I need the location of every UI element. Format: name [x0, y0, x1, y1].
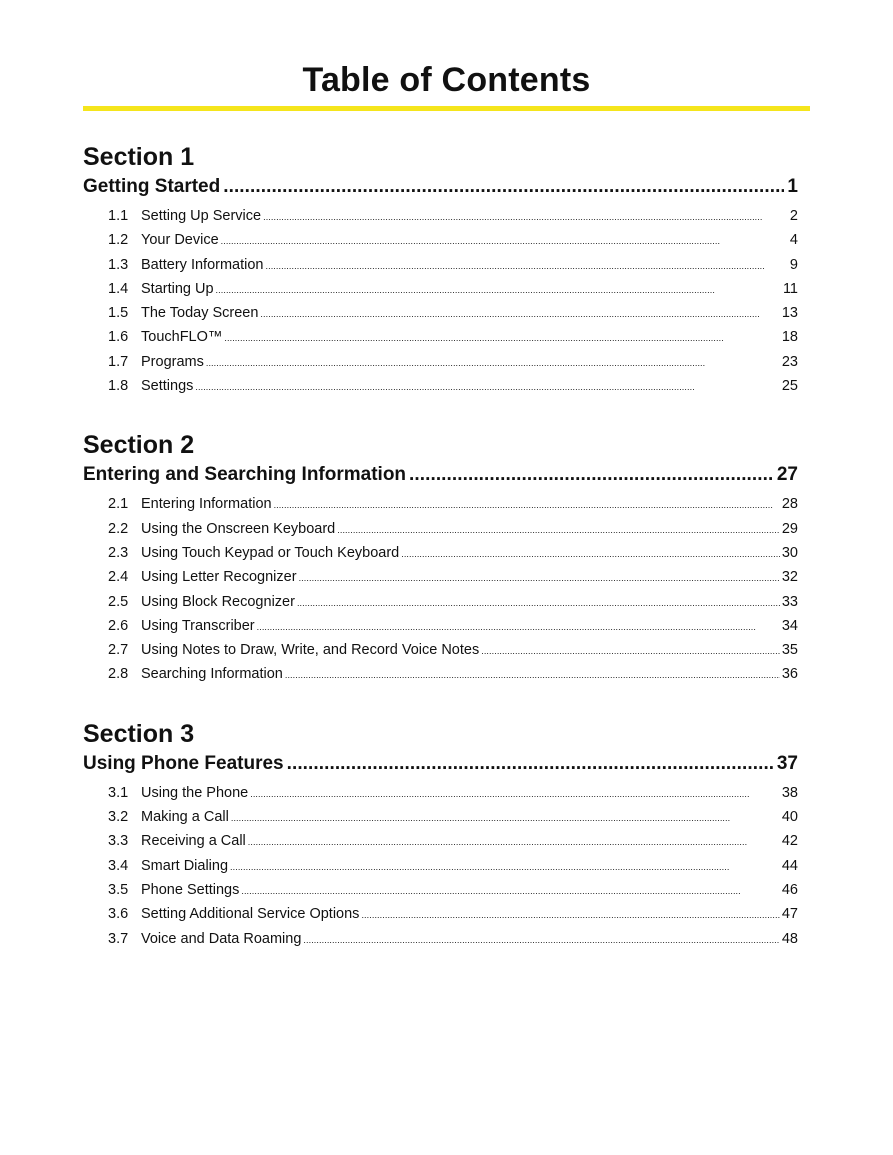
dot-leader: [274, 494, 780, 517]
entry-number: 1.2: [108, 232, 129, 249]
section-items: [83, 493, 810, 687]
entry-page-number: 42: [781, 833, 798, 850]
page-title: Table of Contents: [302, 61, 591, 99]
entry-page-number: 30: [781, 544, 798, 561]
entry-number: 3.4: [108, 857, 129, 874]
dot-leader: [263, 206, 788, 229]
dot-leader: [250, 783, 780, 806]
entry-page-number: 13: [781, 305, 798, 322]
entry-page-number: 29: [781, 520, 798, 537]
entry-page-number: 38: [781, 784, 798, 801]
toc-entry[interactable]: [108, 782, 798, 806]
entry-page-number: 47: [781, 906, 798, 923]
entry-title: Entering Information: [141, 496, 272, 513]
entry-title: Using Notes to Draw, Write, and Record Voice Notes: [141, 642, 480, 659]
dot-leader: [409, 461, 774, 489]
entry-title: Programs: [141, 353, 204, 370]
entry-number: 2.6: [108, 617, 129, 634]
dot-leader: [260, 303, 779, 326]
entry-page-number: 33: [781, 593, 798, 610]
entry-title: Smart Dialing: [141, 857, 229, 874]
entry-page-number: 44: [781, 857, 798, 874]
entry-page-number: 46: [781, 881, 798, 898]
entry-page-number: 36: [781, 666, 798, 683]
toc-entry[interactable]: [108, 566, 798, 590]
dot-leader: [401, 543, 780, 566]
entry-number: 1.8: [108, 378, 129, 395]
toc-entry[interactable]: [108, 855, 798, 879]
entry-number: 3.6: [108, 906, 129, 923]
dot-leader: [299, 567, 780, 590]
entry-number: 1.1: [108, 208, 129, 224]
dot-leader: [241, 880, 780, 903]
entry-number: 2.8: [108, 666, 129, 683]
section-title: Getting Started: [83, 176, 221, 197]
entry-page-number: 23: [781, 353, 798, 370]
toc-entry[interactable]: [108, 928, 798, 952]
dot-leader: [257, 616, 780, 639]
entry-page-number: 9: [789, 256, 798, 273]
entry-page-number: 18: [781, 329, 798, 346]
toc-section: [83, 430, 810, 687]
entry-title: Battery Information: [141, 256, 264, 273]
toc-entry[interactable]: [108, 229, 798, 253]
section-label: Section 2: [83, 431, 195, 460]
entry-number: 3.2: [108, 809, 129, 826]
entry-number: 3.5: [108, 881, 129, 898]
entry-title: Using Block Recognizer: [141, 593, 295, 610]
entry-title: Using the Phone: [141, 784, 249, 801]
entry-number: 2.1: [108, 496, 129, 513]
entry-page-number: 4: [789, 232, 798, 249]
entry-title: Starting Up: [141, 280, 214, 297]
dot-leader: [266, 255, 788, 278]
dot-leader: [481, 640, 780, 663]
entry-title: Settings: [141, 378, 194, 395]
toc-entry[interactable]: [108, 302, 798, 326]
entry-title: TouchFLO™: [141, 329, 223, 346]
toc-entry[interactable]: [108, 254, 798, 278]
entry-title: Voice and Data Roaming: [141, 930, 302, 947]
entry-page-number: 11: [782, 280, 798, 297]
toc-section: [83, 142, 810, 399]
toc-entry[interactable]: [108, 351, 798, 375]
toc-entry[interactable]: [108, 903, 798, 927]
toc-entry[interactable]: [108, 205, 798, 229]
toc-entry[interactable]: [108, 639, 798, 663]
section-label: Section 3: [83, 719, 195, 748]
toc-entry[interactable]: [108, 518, 798, 542]
entry-number: 1.5: [108, 305, 129, 322]
entry-page-number: 32: [781, 569, 798, 586]
entry-number: 1.6: [108, 329, 129, 346]
dot-leader: [297, 592, 780, 615]
dot-leader: [221, 230, 788, 253]
dot-leader: [206, 352, 780, 375]
section-items: [83, 782, 810, 952]
dot-leader: [303, 929, 779, 952]
dot-leader: [287, 750, 774, 778]
entry-title: The Today Screen: [141, 305, 259, 322]
toc-entry[interactable]: [108, 830, 798, 854]
toc-entry[interactable]: [108, 493, 798, 517]
toc-sections: [83, 142, 810, 952]
toc-entry[interactable]: [108, 663, 798, 687]
entry-number: 1.3: [108, 256, 129, 273]
entry-number: 2.7: [108, 642, 129, 659]
entry-page-number: 48: [781, 930, 798, 947]
entry-number: 3.7: [108, 930, 129, 947]
entry-number: 2.3: [108, 544, 129, 561]
section-label: Section 1: [83, 143, 195, 171]
dot-leader: [216, 279, 781, 302]
entry-page-number: 25: [781, 378, 798, 395]
dot-leader: [248, 831, 780, 854]
entry-title: Using the Onscreen Keyboard: [141, 520, 336, 537]
entry-title: Setting Additional Service Options: [141, 906, 360, 923]
toc-entry[interactable]: [108, 615, 798, 639]
entry-number: 3.1: [108, 784, 129, 801]
entry-title: Making a Call: [141, 809, 229, 826]
section-page-number: 1: [787, 176, 798, 197]
entry-page-number: 34: [781, 617, 798, 634]
entry-title: Setting Up Service: [141, 208, 262, 224]
title-underline: [83, 106, 810, 111]
entry-number: 2.4: [108, 569, 129, 586]
entry-title: Receiving a Call: [141, 833, 246, 850]
dot-leader: [231, 807, 780, 830]
toc-page: [83, 58, 810, 952]
section-title-link[interactable]: [83, 750, 798, 778]
entry-number: 2.5: [108, 593, 129, 610]
section-page-number: 37: [776, 752, 798, 774]
section-title: Using Phone Features: [83, 752, 284, 774]
entry-number: 1.4: [108, 280, 129, 297]
dot-leader: [223, 173, 784, 201]
section-title: Entering and Searching Information: [83, 464, 407, 486]
dot-leader: [337, 519, 780, 542]
entry-page-number: 28: [781, 496, 798, 513]
entry-page-number: 2: [789, 208, 798, 224]
toc-entry[interactable]: [108, 879, 798, 903]
section-title-link[interactable]: [83, 461, 798, 489]
section-items: [83, 205, 810, 399]
entry-title: Searching Information: [141, 666, 283, 683]
toc-entry[interactable]: [108, 278, 798, 302]
entry-page-number: 40: [781, 809, 798, 826]
entry-title: Using Transcriber: [141, 617, 255, 634]
toc-entry[interactable]: [108, 326, 798, 350]
section-page-number: 27: [776, 464, 798, 486]
dot-leader: [285, 664, 780, 687]
entry-number: 3.3: [108, 833, 129, 850]
dot-leader: [195, 376, 779, 399]
dot-leader: [361, 904, 779, 927]
entry-title: Your Device: [141, 232, 219, 249]
toc-entry[interactable]: [108, 591, 798, 615]
section-title-link[interactable]: [83, 173, 798, 201]
toc-entry[interactable]: [108, 542, 798, 566]
entry-title: Using Letter Recognizer: [141, 569, 297, 586]
entry-number: 2.2: [108, 520, 129, 537]
entry-title: Using Touch Keypad or Touch Keyboard: [141, 544, 400, 561]
entry-page-number: 35: [781, 642, 798, 659]
toc-entry[interactable]: [108, 375, 798, 399]
dot-leader: [230, 856, 780, 879]
toc-section: [83, 719, 810, 952]
entry-number: 1.7: [108, 353, 129, 370]
entry-title: Phone Settings: [141, 881, 240, 898]
dot-leader: [224, 327, 779, 350]
toc-entry[interactable]: [108, 806, 798, 830]
